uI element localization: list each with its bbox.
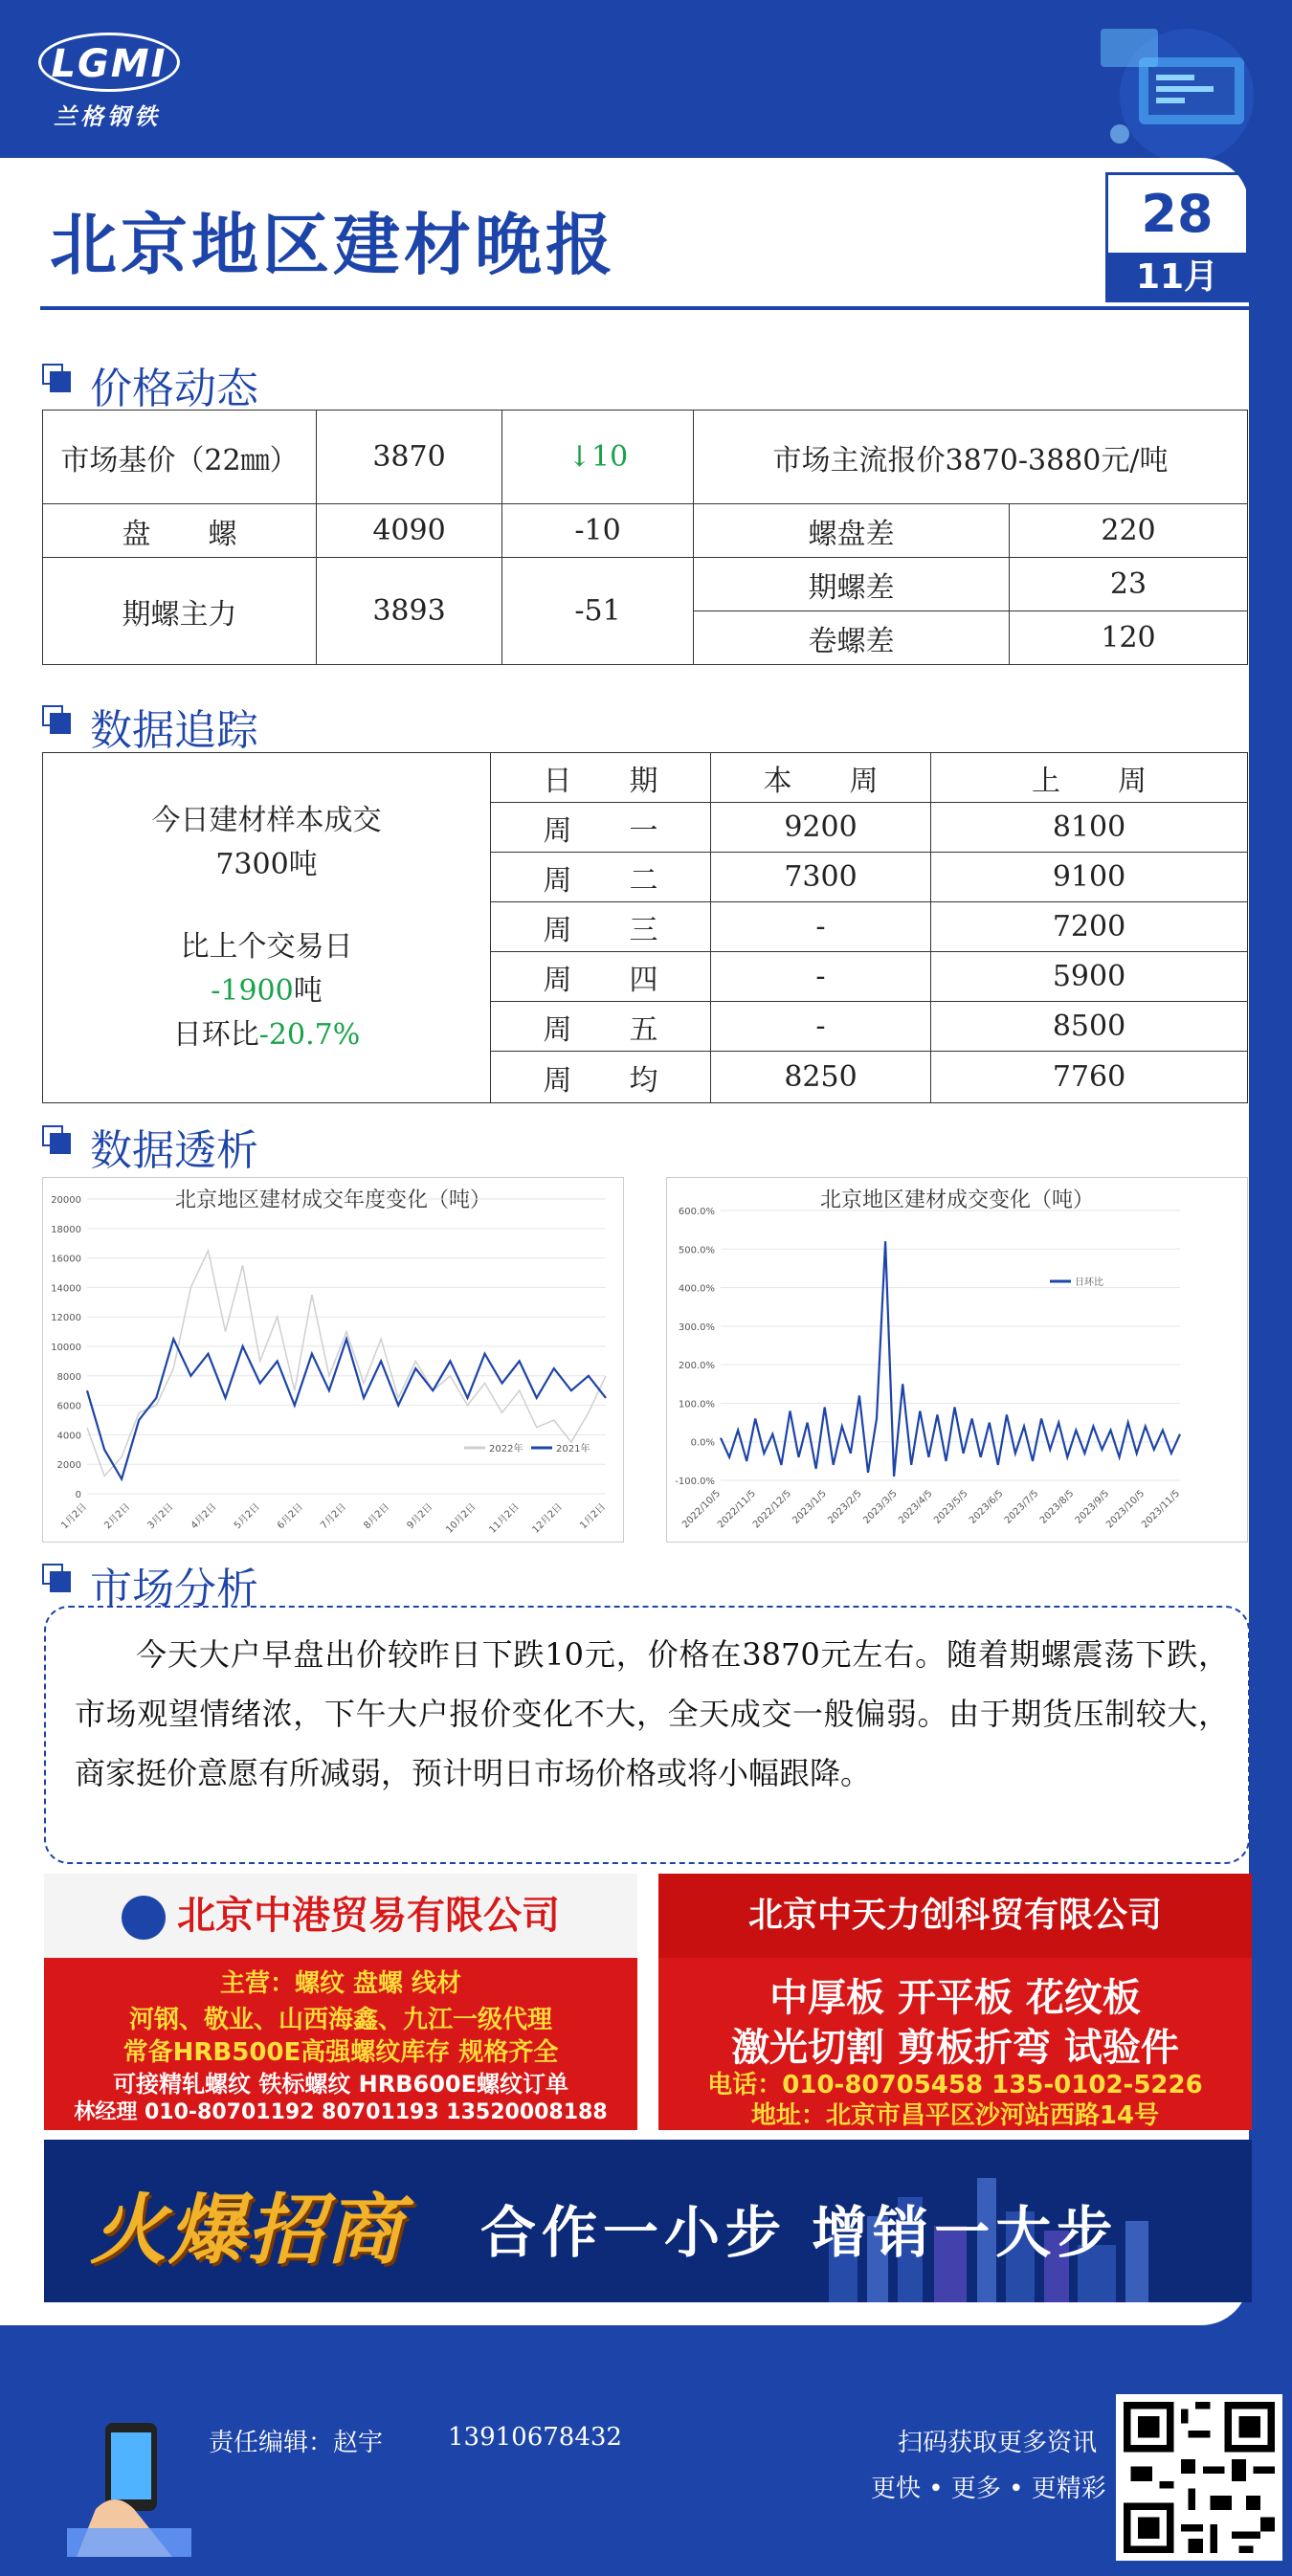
x-tick-label: 6月2日: [276, 1501, 305, 1532]
x-tick-label: 2月2日: [102, 1501, 133, 1532]
y-tick-label: 16000: [51, 1254, 81, 1265]
y-tick-label: 18000: [51, 1224, 81, 1235]
ad-order: 可接精轧螺纹 铁标螺纹 HRB600E螺纹订单: [112, 2071, 569, 2098]
x-tick-label: 7月2日: [319, 1501, 349, 1532]
ad-company-name: 北京中天力创科贸有限公司: [658, 1874, 1252, 1958]
y-tick-label: -100.0%: [675, 1477, 715, 1487]
ad-company-name: 北京中港贸易有限公司: [44, 1874, 637, 1958]
ratio-value: -20.7%: [258, 1017, 361, 1052]
y-tick-label: 200.0%: [678, 1361, 715, 1372]
logo-subtitle: 兰格钢铁: [54, 103, 161, 130]
section-square-icon: [42, 1564, 71, 1592]
daily-change-chart: [666, 1177, 1248, 1543]
x-tick-label: 2023/5/5: [932, 1488, 970, 1526]
series-line: [87, 1251, 606, 1477]
coil-label: 盘 螺: [43, 504, 317, 558]
row-last-week: 8100: [931, 803, 1248, 853]
row-last-week: 8500: [931, 1002, 1248, 1052]
base-price-value: 3870: [317, 411, 502, 504]
ratio-label: 日环比: [172, 1017, 259, 1052]
row-last-week: 5900: [931, 952, 1248, 1002]
market-analysis-box: [44, 1606, 1250, 1864]
x-tick-label: 4月2日: [189, 1501, 219, 1532]
section-square-icon: [42, 1125, 71, 1154]
recruit-banner[interactable]: [44, 2140, 1252, 2302]
x-tick-label: 2022/10/5: [680, 1488, 724, 1531]
y-tick-label: 20000: [51, 1195, 81, 1206]
brand-logo: [38, 33, 182, 128]
row-day: 周 一: [491, 803, 711, 853]
section-square-icon: [42, 705, 71, 734]
row-this-week: -: [711, 902, 931, 952]
header-last-week: 上 周: [931, 753, 1248, 803]
coil-change: -10: [502, 504, 694, 558]
tech-decoration-icon: [1043, 19, 1263, 163]
x-tick-label: 8月2日: [362, 1501, 392, 1532]
y-tick-label: 100.0%: [678, 1399, 715, 1410]
base-price-change: ↓10: [502, 411, 694, 504]
x-tick-label: 1月2日: [59, 1501, 90, 1532]
legend-label: 2022年: [489, 1444, 523, 1455]
x-tick-label: 2023/2/5: [826, 1488, 864, 1526]
x-tick-label: 2023/6/5: [967, 1488, 1006, 1526]
footer-phone: 13910678432: [448, 2423, 622, 2452]
futures-spread-label: 期螺差: [694, 558, 1010, 611]
x-tick-label: 3月2日: [145, 1501, 176, 1532]
futures-spread-value: 23: [1010, 558, 1248, 611]
row-day: 周 四: [491, 952, 711, 1002]
row-last-week: 7200: [931, 902, 1248, 952]
y-tick-label: 12000: [51, 1313, 81, 1324]
x-tick-label: 2023/7/5: [1002, 1488, 1041, 1526]
ad-line2: 激光切割 剪板折弯 试验件: [731, 2026, 1179, 2070]
summary-line2: 7300吨: [215, 847, 318, 881]
row-this-week: 9200: [711, 803, 931, 853]
logo-text: LGMI: [51, 42, 167, 86]
row-this-week: 7300: [711, 853, 931, 902]
market-analysis-text: 今天大户早盘出价较昨日下跌10元，价格在3870元左右。随着期螺震荡下跌，市场观望情绪浓，下午大户报价变化不大，全天成交一般偏弱。由于期货压制较大，商家挺价意愿有所减弱，预计明日市场价格或将小幅跟降。: [75, 1636, 1229, 1791]
x-tick-label: 9月2日: [405, 1501, 435, 1532]
section-square-icon: [42, 364, 71, 392]
x-tick-label: 2022/12/5: [750, 1488, 793, 1531]
company-logo-icon: [122, 1896, 166, 1940]
y-tick-label: 500.0%: [678, 1245, 715, 1256]
footer-scan-hint: 扫码获取更多资讯: [898, 2429, 1098, 2457]
tracking-summary: [43, 753, 491, 1103]
y-tick-label: 300.0%: [678, 1321, 715, 1333]
date-month: 11月: [1105, 253, 1249, 302]
section-title: 数据透析: [90, 1126, 258, 1175]
hrc-spread-label: 卷螺差: [694, 611, 1010, 665]
row-this-week: 8250: [711, 1052, 931, 1103]
row-day: 周 二: [491, 853, 711, 902]
y-tick-label: 2000: [56, 1460, 81, 1472]
row-this-week: -: [711, 1002, 931, 1052]
annual-volume-chart: [42, 1177, 624, 1543]
row-last-week: 7760: [931, 1052, 1248, 1103]
ad-main-business: 主营：螺纹 盘螺 线材: [219, 1969, 462, 1998]
x-tick-label: 2023/10/5: [1104, 1488, 1147, 1531]
y-tick-label: 6000: [56, 1401, 81, 1412]
x-tick-label: 2023/8/5: [1037, 1488, 1077, 1526]
section-title: 数据追踪: [90, 706, 258, 755]
ad-phone: 电话：010-80705458 135-0102-5226: [707, 2071, 1203, 2099]
qr-code-icon[interactable]: [1116, 2394, 1282, 2561]
legend-label: 2021年: [556, 1444, 590, 1455]
price-table: [42, 410, 1248, 665]
x-tick-label: 10月2日: [444, 1501, 479, 1536]
chart-title: 北京地区建材成交变化（吨）: [819, 1188, 1095, 1212]
x-tick-label: 1月2日: [578, 1501, 609, 1532]
y-tick-label: 0: [75, 1490, 81, 1500]
banner-headline: 火爆招商: [90, 2185, 404, 2275]
ad-agent: 河钢、敬业、山西海鑫、九江一级代理: [128, 2006, 552, 2034]
daily-change-chart-svg: [667, 1178, 1247, 1542]
x-tick-label: 11月2日: [487, 1501, 522, 1536]
x-tick-label: 2023/1/5: [791, 1488, 829, 1526]
compare-line1: 比上个交易日: [180, 929, 353, 964]
y-tick-label: 14000: [51, 1283, 81, 1295]
page-title: 北京地区建材晚报: [50, 205, 616, 284]
date-badge: [1105, 172, 1249, 306]
x-tick-label: 2023/4/5: [897, 1488, 935, 1526]
phone-hand-icon: [57, 2413, 201, 2557]
futures-change: -51: [502, 558, 694, 665]
base-price-label: 市场基价（22㎜）: [43, 411, 317, 504]
y-tick-label: 10000: [51, 1343, 81, 1353]
compare-value: -1900: [211, 973, 294, 1008]
y-tick-label: 0.0%: [690, 1437, 715, 1449]
section-title: 市场分析: [90, 1565, 258, 1613]
tracking-table: [42, 752, 1248, 1103]
x-tick-label: 5月2日: [232, 1501, 262, 1532]
y-tick-label: 8000: [56, 1371, 81, 1383]
series-line: [721, 1241, 1180, 1477]
row-day: 周 三: [491, 902, 711, 952]
ad-address: 地址：北京市昌平区沙河站西路14号: [750, 2101, 1160, 2130]
ad-line1: 中厚板 开平板 花纹板: [769, 1976, 1141, 2020]
section-title: 价格动态: [90, 365, 258, 413]
x-tick-label: 2022/11/5: [716, 1488, 759, 1531]
annual-volume-chart-svg: [43, 1178, 623, 1542]
y-tick-label: 4000: [56, 1431, 81, 1442]
coil-spread-label: 螺盘差: [694, 504, 1010, 558]
hrc-spread-value: 120: [1010, 611, 1248, 665]
date-day: 28: [1105, 172, 1249, 253]
x-tick-label: 2023/11/5: [1140, 1488, 1183, 1531]
base-price-note: 市场主流报价3870-3880元/吨: [694, 411, 1248, 504]
x-tick-label: 2023/9/5: [1073, 1488, 1112, 1526]
coil-value: 4090: [317, 504, 502, 558]
ad-contact: 林经理 010-80701192 80701193 13520008188: [74, 2100, 608, 2124]
header-day: 日 期: [491, 753, 711, 803]
x-tick-label: 2023/3/5: [861, 1488, 900, 1526]
futures-value: 3893: [317, 558, 502, 665]
banner-slogan: 合作一小步 增销一大步: [480, 2200, 1119, 2265]
row-day: 周 均: [491, 1052, 711, 1103]
ad-zhonggang[interactable]: [44, 1874, 637, 2130]
chart-title: 北京地区建材成交年度变化（吨）: [174, 1188, 492, 1212]
legend-label: 日环比: [1075, 1277, 1103, 1288]
y-tick-label: 600.0%: [678, 1207, 715, 1217]
row-this-week: -: [711, 952, 931, 1002]
footer-tagline: 更快 • 更多 • 更精彩: [871, 2475, 1106, 2503]
x-tick-label: 12月2日: [530, 1501, 565, 1536]
compare-unit: 吨: [293, 973, 323, 1008]
header-this-week: 本 周: [711, 753, 931, 803]
row-day: 周 五: [491, 1002, 711, 1052]
footer-editor: 责任编辑：赵宇: [209, 2429, 384, 2457]
ad-stock: 常备HRB500E高强螺纹库存 规格齐全: [123, 2038, 559, 2067]
futures-label: 期螺主力: [43, 558, 317, 665]
summary-line1: 今日建材样本成交: [151, 803, 382, 837]
title-divider: [40, 306, 1251, 310]
coil-spread-value: 220: [1010, 504, 1248, 558]
row-last-week: 9100: [931, 853, 1248, 902]
y-tick-label: 400.0%: [678, 1283, 715, 1295]
ad-zhongtianli[interactable]: [658, 1874, 1252, 2130]
